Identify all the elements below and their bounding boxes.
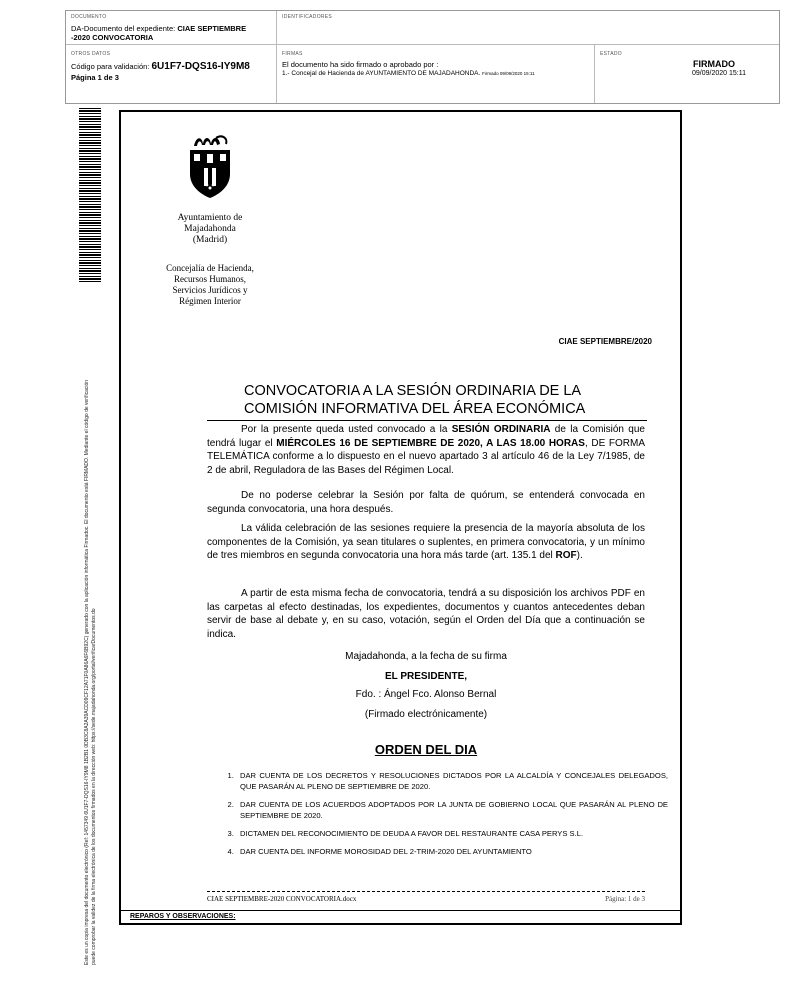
- otros-datos-label: OTROS DATOS: [71, 51, 111, 57]
- place-date: Majadahonda, a la fecha de su firma: [345, 651, 507, 662]
- estado-cell: [595, 45, 779, 103]
- paragraph-1: Por la presente queda usted convocado a la SESIÓN ORDINARIA de la Comisión que tendrá lugar el MIÉRCOLES 16 DE SEPTIEMBRE DE 2020, A LAS 18.00 HORAS, DE FORMA TELEMÁTICA conforme a lo dispuesto en el nuevo apartado 3 al artículo 46 de la Ley 7/1985, de 2 de abril, Reguladora de las Bases del Régimen Local.: [207, 424, 645, 476]
- otros-datos-cell: [66, 45, 277, 103]
- verification-text-2: puede comprobar la validez de la firma electrónica de los documentos firmados en la dirección web: https://sede.majadahonda.org/portal/verificarDocumentos.do: [91, 608, 97, 965]
- agenda-title: ORDEN DEL DIA: [374, 742, 478, 757]
- page-count: Página 1 de 3: [71, 73, 119, 82]
- verification-text-1: Este es un copia impresa del documento electrónico (Ref: 1457349 6U1F7-DQS16-IY9M8 1B2B1 0DB3C8A2A39ACD09CF12A71F0A86A6F6B92C) generado con la aplicación informática Firmadoc. El documento está FIRMADO. Mediante el código de verificación: [84, 379, 90, 965]
- document-header: [65, 10, 780, 104]
- firmas-cell: [277, 45, 595, 103]
- documento-value: DA-Documento del expediente: CIAE SEPTIEMBRE -2020 CONVOCATORIA: [71, 24, 247, 42]
- agenda-item: 2. DAR CUENTA DE LOS ACUERDOS ADOPTADOS POR LA JUNTA DE GOBIERNO LOCAL QUE PASARÁN AL PLENO DE SEPTIEMBRE DE 2020.: [236, 799, 668, 821]
- title-divider: [207, 420, 647, 421]
- validation-code: Código para validación: 6U1F7-DQS16-IY9M8: [71, 61, 250, 72]
- paragraph-2: De no poderse celebrar la Sesión por falta de quórum, se entenderá convocada en segunda convocatoria, una hora después.: [207, 490, 645, 515]
- estado-label: ESTADO: [600, 51, 622, 57]
- entity-name: Ayuntamiento de Majadahonda (Madrid): [177, 213, 243, 245]
- footer-page: Página: 1 de 3: [605, 895, 645, 903]
- reparos-label: REPAROS Y OBSERVACIONES:: [130, 913, 236, 920]
- document-title: CONVOCATORIA A LA SESIÓN ORDINARIA DE LA COMISIÓN INFORMATIVA DEL ÁREA ECONÓMICA: [244, 383, 586, 417]
- barcode: [79, 108, 101, 283]
- identificadores-cell: [277, 11, 779, 45]
- firmas-line-2: 1.- Concejal de Hacienda de AYUNTAMIENTO DE MAJADAHONDA. Firmado 09/09/2020 15:11: [282, 70, 535, 77]
- majadahonda-coat-of-arms-icon: [186, 132, 234, 202]
- reparos-section: [121, 910, 680, 920]
- estado-date: 09/09/2020 15:11: [692, 70, 746, 77]
- agenda-item: 3. DICTAMEN DEL RECONOCIMIENTO DE DEUDA A FAVOR DEL RESTAURANTE CASA PERYS S.L.: [236, 828, 668, 839]
- signer-name: Fdo. : Ángel Fco. Alonso Bernal: [355, 689, 497, 700]
- estado-value: FIRMADO: [693, 59, 735, 69]
- agenda-list: [212, 770, 668, 864]
- agenda-item: 1. DAR CUENTA DE LOS DECRETOS Y RESOLUCIONES DICTADOS POR LA ALCALDÍA Y CONCEJALES DELEGADOS, QUE PASARÁN AL PLENO DE SEPTIEMBRE DE 2020.: [236, 770, 668, 792]
- firmas-line-1: El documento ha sido firmado o aprobado por :: [282, 60, 439, 69]
- paragraph-3: La válida celebración de las sesiones requiere la presencia de la mayoría absoluta de los componentes de la Comisión, ya sean titulares o suplentes, en primera convocatoria, y un mínimo de tres miembros en segunda convocatoria una hora más tarde (art. 135.1 del ROF).: [207, 523, 645, 561]
- footer-filename: CIAE SEPTIEMBRE-2020 CONVOCATORIA.docx: [207, 895, 357, 903]
- president-title: EL PRESIDENTE,: [384, 671, 468, 682]
- agenda-item: 4. DAR CUENTA DEL INFORME MOROSIDAD DEL 2-TRIM-2020 DEL AYUNTAMIENTO: [236, 846, 668, 857]
- identificadores-label: IDENTIFICADORES: [282, 14, 333, 20]
- firmas-label: FIRMAS: [282, 51, 303, 57]
- documento-label: DOCUMENTO: [71, 14, 107, 20]
- document-reference: CIAE SEPTIEMBRE/2020: [558, 337, 652, 346]
- footer-divider: [207, 891, 645, 892]
- documento-cell: [66, 11, 277, 45]
- department-name: Concejalía de Hacienda, Recursos Humanos, Servicios Jurídicos y Régimen Interior: [166, 263, 254, 306]
- paragraph-4: A partir de esta misma fecha de convocatoria, tendrá a su disposición los archivos PDF en las carpetas al efecto destinadas, los expedientes, documentos y cuantos antecedentes deban servir de base al debate y, en su caso, votación, según el Orden del Día que a continuación se indica.: [207, 588, 645, 640]
- signed-note: (Firmado electrónicamente): [364, 709, 488, 720]
